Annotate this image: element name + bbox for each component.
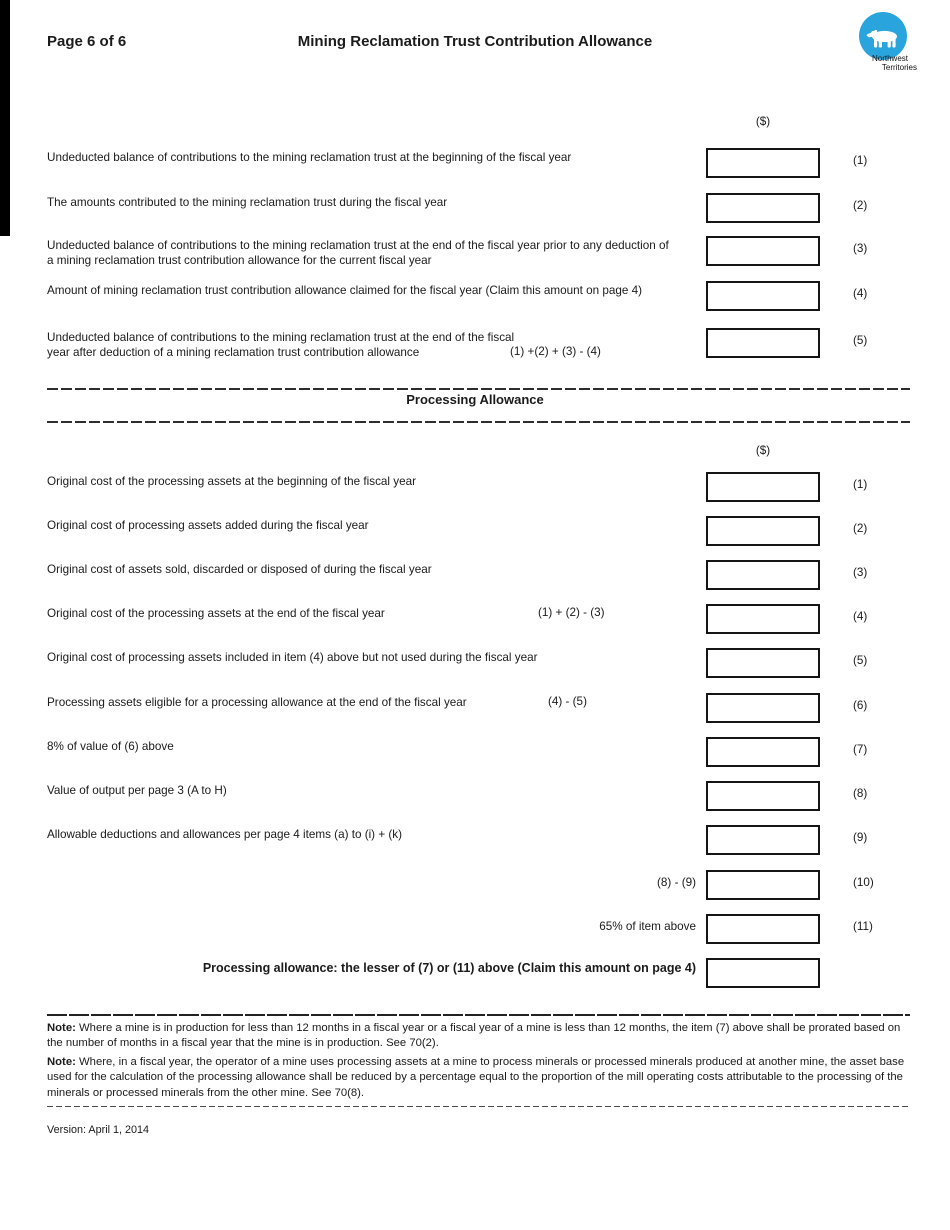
divider [47,1014,910,1016]
form-row [47,560,910,592]
section-divider [47,388,910,390]
row-number: (11) [853,920,873,933]
row-label: Original cost of assets sold, discarded or disposed of during the fiscal year [47,563,432,576]
form-row [47,148,910,180]
note-text: Where a mine is in production for less than 12 months in a fiscal year or a fiscal year of a mine is less than 12 months, the item (7) above shall be prorated based on the number of months in a fiscal year that the mine is in production. See 70(2). [47,1022,901,1050]
row-label: Amount of mining reclamation trust contribution allowance claimed for the fiscal year (Claim this amount on page 4) [47,284,643,297]
form-row [47,472,910,504]
version-text: Version: April 1, 2014 [47,1124,150,1136]
form-row [47,516,910,548]
row-number: (10) [853,876,874,889]
section-heading: Processing Allowance [406,392,544,407]
row-number: (3) [853,242,868,255]
amount-input-box-s1-4[interactable] [706,281,820,311]
row-label: Original cost of the processing assets at the end of the fiscal year [47,607,385,620]
polar-bear-icon [859,12,907,60]
amount-input-box-s2-5[interactable] [706,648,820,678]
note-proration [47,1021,911,1052]
row-number: (2) [853,522,868,535]
row-label: 65% of item above [599,920,696,933]
row-label: Original cost of processing assets added during the fiscal year [47,519,369,532]
row-label: Undeducted balance of contributions to the mining reclamation trust at the end of the fiscal year prior to any deduction of a mining reclamation trust contribution allowance for the current fiscal year [47,239,669,267]
form-row [47,737,910,769]
row-label: The amounts contributed to the mining reclamation trust during the fiscal year [47,196,448,209]
amount-input-box-s2-2[interactable] [706,516,820,546]
row-label: Value of output per page 3 (A to H) [47,784,227,797]
amount-input-box-s2-3[interactable] [706,560,820,590]
row-number: (4) [853,287,868,300]
amount-input-box-s1-5[interactable] [706,328,820,358]
row-label: (8) - (9) [657,876,696,889]
nwt-logo [841,12,921,80]
note-prefix: Note: [47,1022,76,1034]
divider [47,1106,910,1107]
row-number: (5) [853,334,868,347]
row-number: (7) [853,743,868,756]
row-label: 8% of value of (6) above [47,740,174,753]
form-row [47,914,910,946]
row-number: (4) [853,610,868,623]
note-prefix: Note: [47,1056,76,1068]
amount-input-box-s2-4[interactable] [706,604,820,634]
form-row [47,958,910,990]
page-number: Page 6 of 6 [47,33,127,50]
currency-header: ($) [755,444,771,457]
section-divider [47,421,910,423]
row-number: (6) [853,699,868,712]
amount-input-box-s2-11[interactable] [706,914,820,944]
row-number: (1) [853,154,868,167]
processing-allowance-result-label: Processing allowance: the lesser of (7) or (11) above (Claim this amount on page 4) [202,961,696,975]
logo-wordmark: Northwest Territories [871,54,917,72]
amount-input-box-s1-2[interactable] [706,193,820,223]
row-label: Allowable deductions and allowances per page 4 items (a) to (i) + (k) [47,828,403,841]
note-shared-assets [47,1055,911,1101]
form-row [47,604,910,636]
row-label: Undeducted balance of contributions to the mining reclamation trust at the end of the fiscal year after deduction of a mining reclamation trust contribution allowance [47,331,515,359]
row-number: (5) [853,654,868,667]
row-number: (3) [853,566,868,579]
form-row [47,236,910,268]
row-label: Undeducted balance of contributions to the mining reclamation trust at the beginning of the fiscal year [47,151,572,164]
form-row [47,870,910,902]
row-label: Original cost of the processing assets at the beginning of the fiscal year [47,475,417,488]
form-row [47,781,910,813]
amount-input-box-s2-6[interactable] [706,693,820,723]
amount-input-box-s1-1[interactable] [706,148,820,178]
note-text: Where, in a fiscal year, the operator of a mine uses processing assets at a mine to process minerals or processed minerals produced at another mine, the asset base used for the calculation of the processing allowance shall be reduced by a percentage equal to the proportion of the mill operating costs attributable to the processing of the minerals or processed minerals from the other mine. See 70(8). [47,1056,905,1099]
amount-input-box-s2-8[interactable] [706,781,820,811]
row-label: Processing assets eligible for a processing allowance at the end of the fiscal year [47,696,467,709]
formula-label: (1) + (2) - (3) [538,606,605,619]
form-row [47,281,910,313]
row-label: Original cost of processing assets included in item (4) above but not used during the fiscal year [47,651,538,664]
amount-input-box-s1-3[interactable] [706,236,820,266]
amount-input-box-s2-result[interactable] [706,958,820,988]
amount-input-box-s2-9[interactable] [706,825,820,855]
form-row [47,648,910,680]
form-row [47,693,910,725]
amount-input-box-s2-7[interactable] [706,737,820,767]
scan-artifact-bar [0,0,10,236]
amount-input-box-s2-1[interactable] [706,472,820,502]
page-title: Mining Reclamation Trust Contribution Allowance [297,33,653,50]
row-number: (2) [853,199,868,212]
formula-label: (1) +(2) + (3) - (4) [510,345,601,358]
form-row [47,825,910,857]
currency-header: ($) [755,115,771,128]
form-row [47,328,910,360]
amount-input-box-s2-10[interactable] [706,870,820,900]
form-row [47,193,910,225]
row-number: (1) [853,478,868,491]
formula-label: (4) - (5) [548,695,587,708]
row-number: (8) [853,787,868,800]
row-number: (9) [853,831,868,844]
